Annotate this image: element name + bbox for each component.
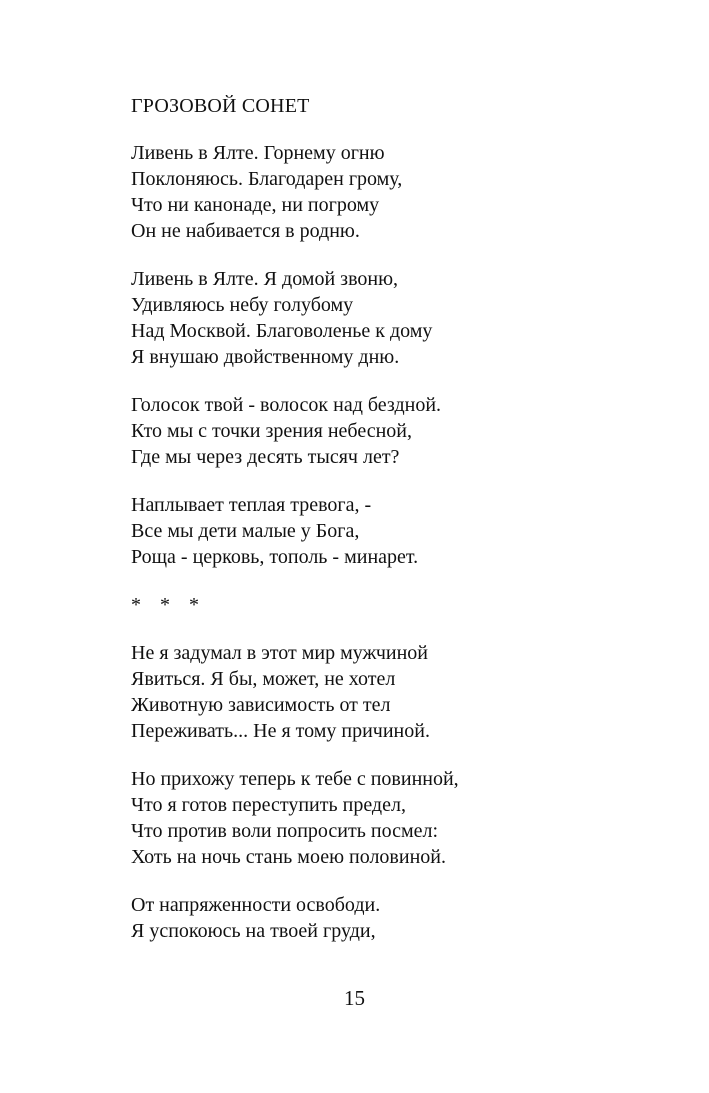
stanza-4 xyxy=(131,492,671,570)
poem-line: Животную зависимость от тел xyxy=(131,694,391,716)
poem-line: Наплывает теплая тревога, - xyxy=(131,494,372,516)
page-number: 15 xyxy=(344,986,365,1010)
poem-line: Где мы через десять тысяч лет? xyxy=(131,446,400,468)
stanza-7 xyxy=(131,892,671,944)
poem-line: Голосок твой - волосок над бездной. xyxy=(131,394,442,416)
poem-line: Не я задумал в этот мир мужчиной xyxy=(131,642,428,664)
stanza-2 xyxy=(131,266,671,370)
poem-line: Кто мы с точки зрения небесной, xyxy=(131,420,412,442)
poem-line: Ливень в Ялте. Горнему огню xyxy=(131,142,385,164)
stanza-5 xyxy=(131,640,671,744)
poem-line: Что ни канонаде, ни погрому xyxy=(131,194,380,216)
poem-line: Поклоняюсь. Благодарен грому, xyxy=(131,168,403,190)
poem-line: Над Москвой. Благоволенье к дому xyxy=(131,320,433,342)
poem-line: Но прихожу теперь к тебе с повинной, xyxy=(131,768,459,790)
poem-line: Удивляюсь небу голубому xyxy=(131,294,354,316)
poem-title: ГРОЗОВОЙ СОНЕТ xyxy=(131,95,310,117)
poem-line: Переживать... Не я тому причиной. xyxy=(131,720,430,742)
stanza-3 xyxy=(131,392,671,470)
poem-line: Что против воли попросить посмел: xyxy=(131,820,439,842)
page-content xyxy=(131,92,671,966)
poem-line: От напряженности освободи. xyxy=(131,894,381,916)
poem-line: Хоть на ночь стань моею половиной. xyxy=(131,846,446,868)
poem-line: Роща - церковь, тополь - минарет. xyxy=(131,546,419,568)
poem-line: Ливень в Ялте. Я домой звоню, xyxy=(131,268,399,290)
poem-line: Явиться. Я бы, может, не хотел xyxy=(131,668,396,690)
stanza-6 xyxy=(131,766,671,870)
poem-line: Я успокоюсь на твоей груди, xyxy=(131,920,376,942)
poem-line: Я внушаю двойственному дню. xyxy=(131,346,400,368)
poem-line: Все мы дети малые у Бога, xyxy=(131,520,360,542)
poem-line: Что я готов переступить предел, xyxy=(131,794,406,816)
poem-line: Он не набивается в родню. xyxy=(131,220,360,242)
section-separator: * * * xyxy=(131,594,199,616)
stanza-1 xyxy=(131,140,671,244)
